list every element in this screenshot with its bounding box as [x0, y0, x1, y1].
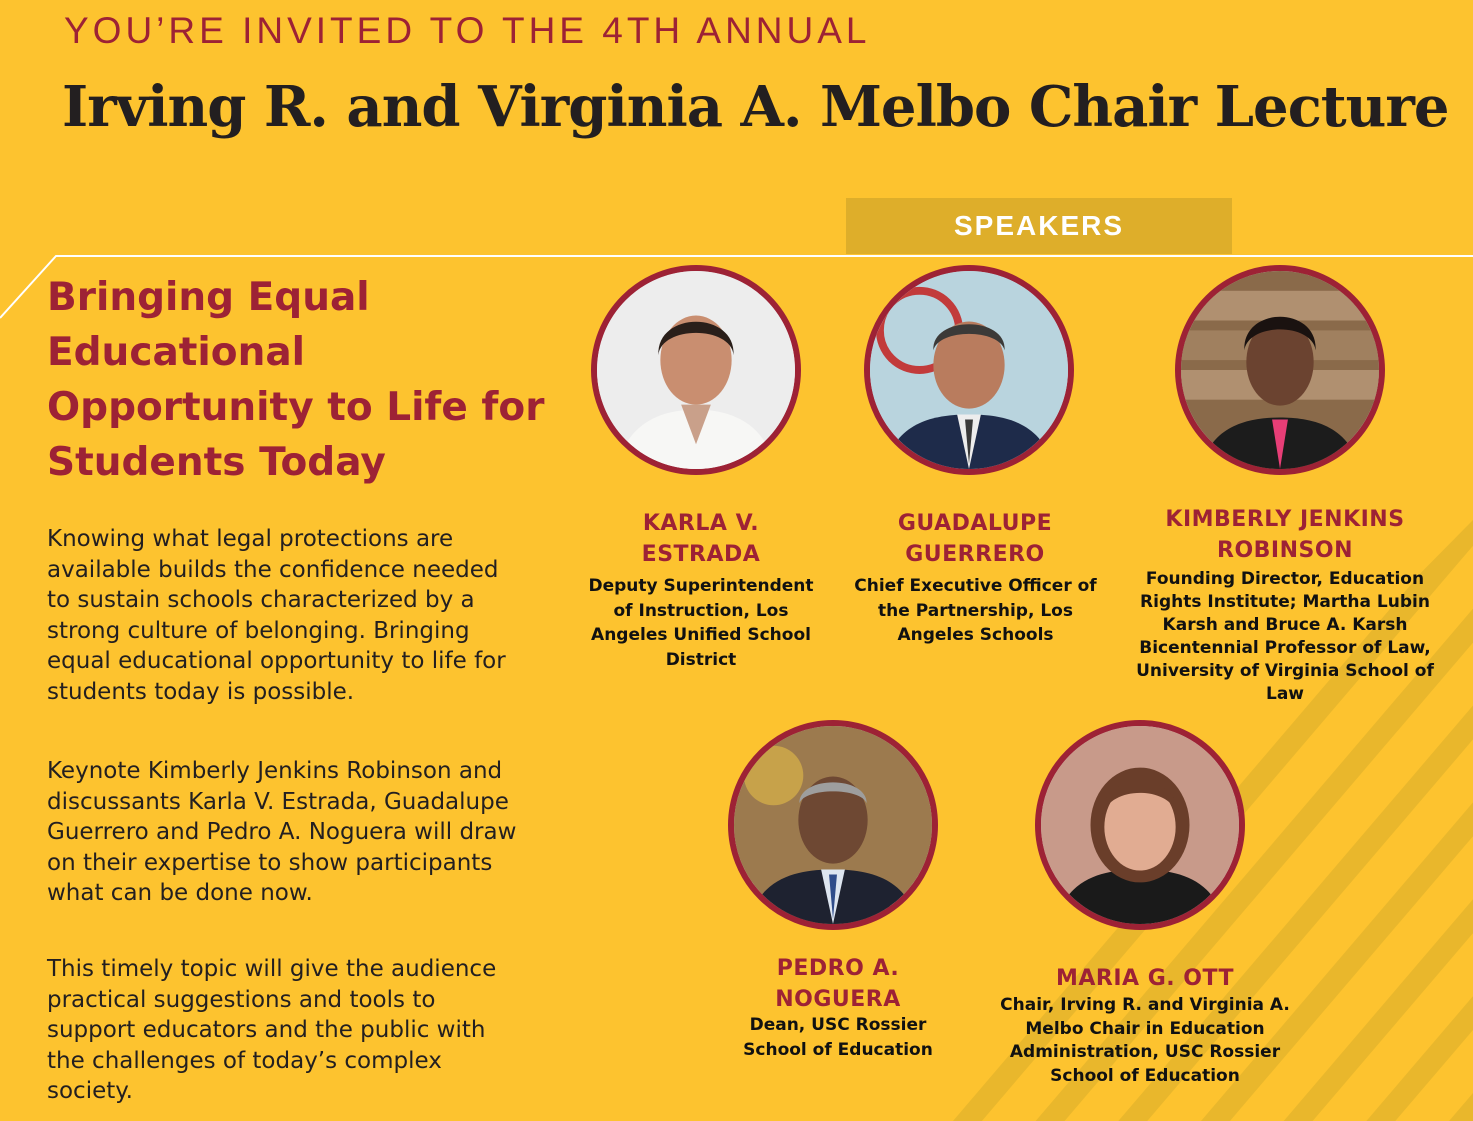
speaker-name-pedro-noguera: PEDRO A. NOGUERA	[775, 956, 901, 1012]
speaker-name-kimberly-robinson: KIMBERLY JENKINS ROBINSON	[1165, 507, 1405, 563]
speaker-name-karla-estrada: KARLA V. ESTRADA	[641, 511, 761, 567]
speaker-name-guadalupe-guerrero: GUADALUPE GUERRERO	[897, 511, 1053, 567]
speakers-heading: SPEAKERS	[846, 198, 1232, 254]
invite-line: YOU’RE INVITED TO THE 4TH ANNUAL	[64, 10, 871, 51]
speaker-role-kimberly-robinson: Founding Director, Education Rights Institute; Martha Lubin Karsh and Bruce A. Karsh Bicentennial Professor of Law, University of Virginia School of Law	[1136, 569, 1434, 704]
keynote-paragraph: Keynote Kimberly Jenkins Robinson and discussants Karla V. Estrada, Guadalupe Guerrero and Pedro A. Noguera will draw on their expertise to show participants what can be done now.	[47, 758, 517, 906]
speaker-role-karla-estrada: Deputy Superintendent of Instruction, Los Angeles Unified School District	[588, 576, 814, 670]
speaker-photo-pedro-noguera	[728, 720, 938, 930]
intro-paragraph: Knowing what legal protections are available builds the confidence needed to sustain schools characterized by a strong culture of belonging. Bringing equal educational opportunity to life for students today is possible.	[47, 526, 506, 705]
speaker-role-pedro-noguera: Dean, USC Rossier School of Education	[743, 1015, 933, 1060]
speaker-role-guadalupe-guerrero: Chief Executive Officer of the Partnership, Los Angeles Schools	[854, 576, 1097, 645]
speaker-photo-kimberly-robinson	[1175, 265, 1385, 475]
speaker-name-maria-ott: MARIA G. OTT	[1055, 966, 1235, 991]
speaker-photo-guadalupe-guerrero	[864, 265, 1074, 475]
lecture-subtitle: Bringing Equal Educational Opportunity to Life for Students Today	[47, 275, 545, 485]
speaker-photo-maria-ott	[1035, 720, 1245, 930]
topic-paragraph: This timely topic will give the audience practical suggestions and tools to support educators and the public with the challenges of today’s complex society.	[47, 956, 497, 1104]
speaker-role-maria-ott: Chair, Irving R. and Virginia A. Melbo Chair in Education Administration, USC Rossier School of Education	[1000, 995, 1290, 1086]
event-title: Irving R. and Virginia A. Melbo Chair Lecture	[62, 74, 1449, 140]
speaker-photo-karla-estrada	[591, 265, 801, 475]
